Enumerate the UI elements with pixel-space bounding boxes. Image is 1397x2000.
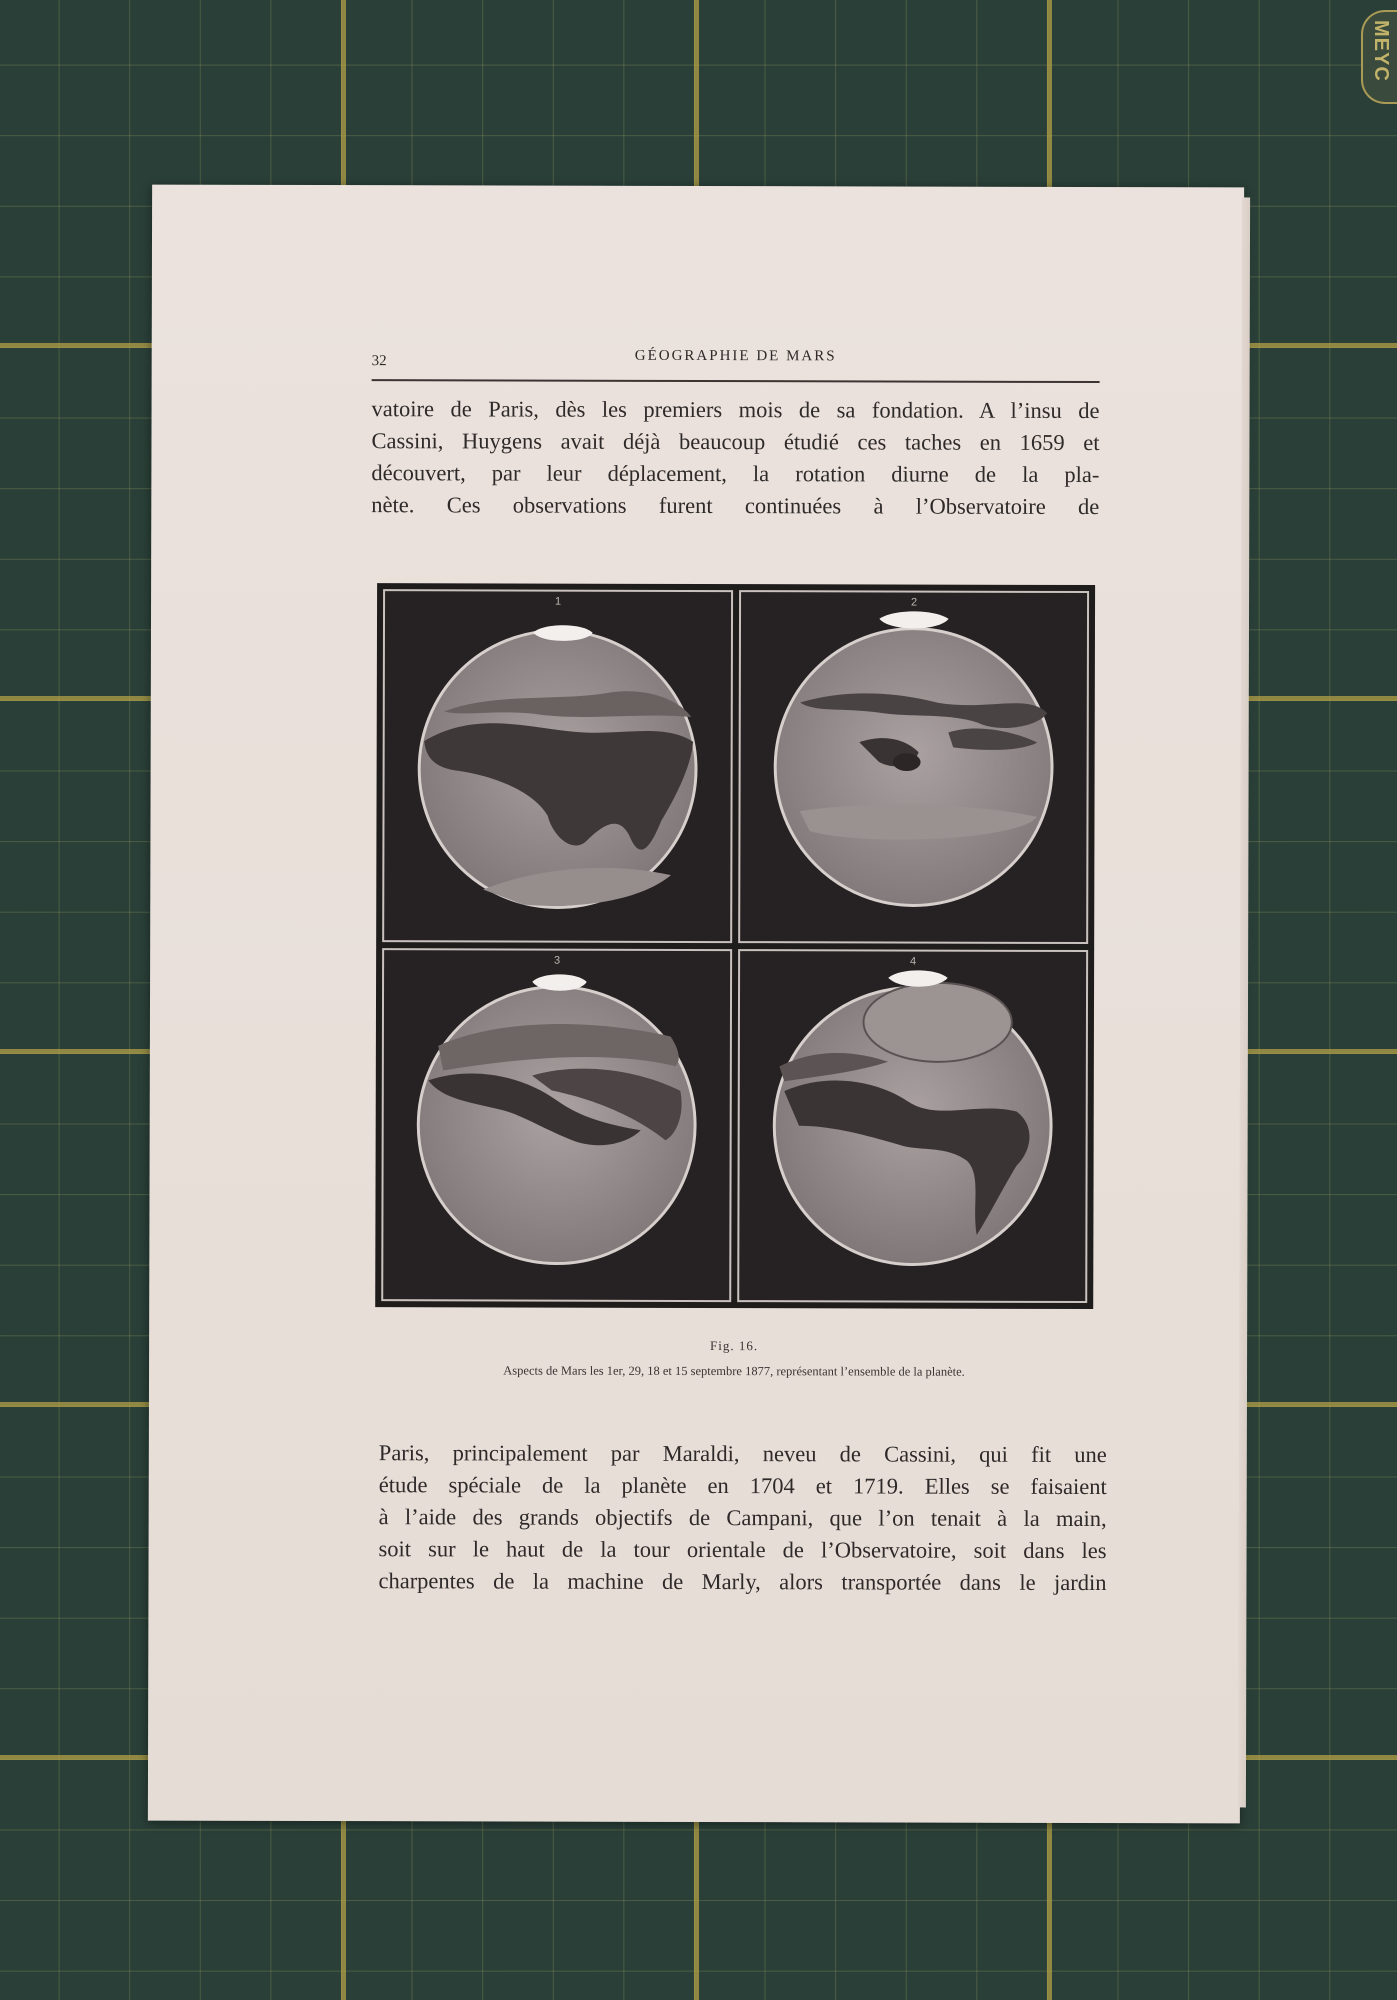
text-line: nète. Ces observations furent continuées à l’Observatoire de xyxy=(371,492,1100,520)
text-line: à l’aide des grands objectifs de Campani, que l’on tenait à la main, xyxy=(378,1504,1107,1532)
figure-panel-4 xyxy=(737,949,1088,1303)
panel-number: 1 xyxy=(554,595,562,608)
page-number: 32 xyxy=(371,353,387,370)
mars-disk-4 xyxy=(739,951,1086,1301)
panel-number: 4 xyxy=(910,955,917,968)
figure-panel-2 xyxy=(738,590,1089,944)
text-line: Cassini, Huygens avait déjà beaucoup étudié ces taches en 1659 et xyxy=(371,428,1100,456)
text-line: soit sur le haut de la tour orientale de l’Observatoire, soit dans les xyxy=(378,1536,1107,1564)
figure-label: Fig. 16. xyxy=(710,1338,759,1354)
mars-disk-2 xyxy=(740,592,1087,942)
text-line: vatoire de Paris, dès les premiers mois de sa fondation. A l’insu de xyxy=(371,396,1100,424)
brand-text: MEYC xyxy=(1370,20,1392,82)
text-line: Paris, principalement par Maraldi, neveu de Cassini, qui fit une xyxy=(378,1440,1107,1468)
page-header xyxy=(372,343,1100,383)
text-line: charpentes de la machine de Marly, alors transportée dans le jardin xyxy=(378,1568,1107,1596)
panel-number: 2 xyxy=(910,596,918,609)
text-line: découvert, par leur déplacement, la rotation diurne de la pla- xyxy=(371,460,1100,488)
paragraph-bottom xyxy=(378,1437,1106,1599)
figure-panel-1 xyxy=(382,589,733,943)
panel-number: 3 xyxy=(554,954,561,967)
figure-panel-3 xyxy=(381,948,732,1302)
text-line: étude spéciale de la planète en 1704 et 1719. Elles se faisaient xyxy=(378,1472,1107,1500)
book-page xyxy=(148,185,1244,1824)
figure-caption: Aspects de Mars les 1er, 29, 18 et 15 septembre 1877, représentant l’ensemble de la planète. xyxy=(503,1363,965,1379)
paragraph-top xyxy=(371,393,1099,523)
mars-disk-1 xyxy=(384,591,731,941)
figure-mars-aspects xyxy=(375,583,1095,1309)
running-title: GÉOGRAPHIE DE MARS xyxy=(634,347,837,365)
cutting-mat-brand-badge xyxy=(1361,10,1397,104)
mars-disk-3 xyxy=(383,950,730,1300)
